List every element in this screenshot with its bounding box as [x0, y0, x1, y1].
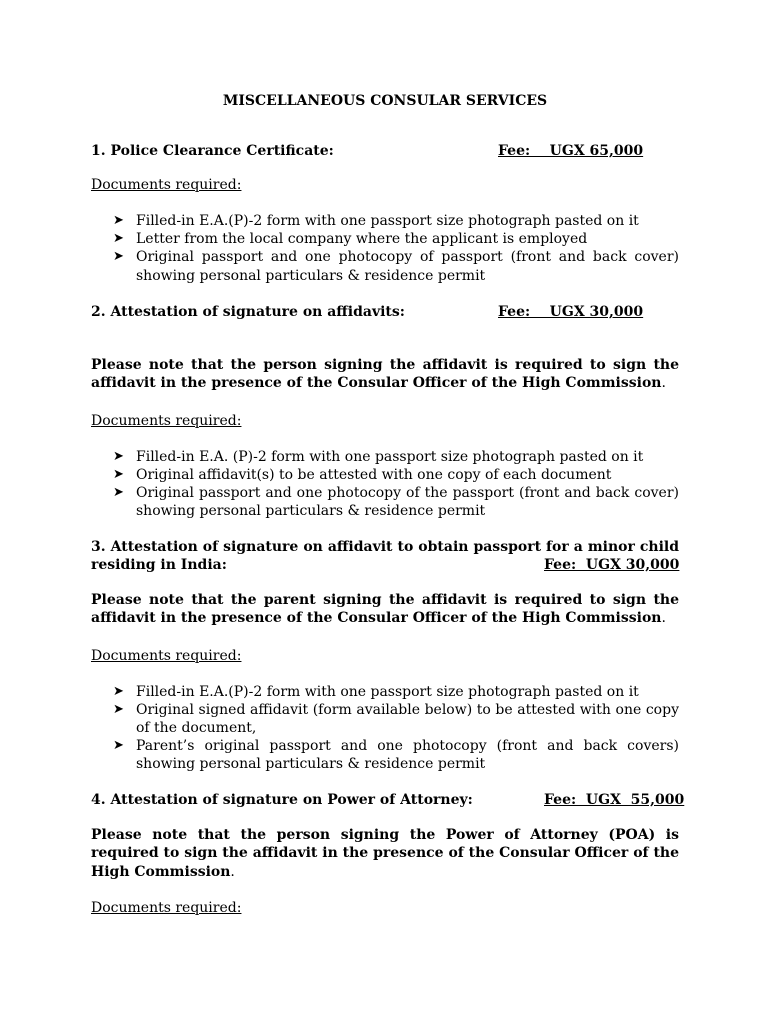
list-item: ➤ Original passport and one photocopy of passport (front and back cover) showing personal particulars & residence permit [113, 249, 679, 284]
list-item: ➤ Filled-in E.A.(P)-2 form with one passport size photograph pasted on it [113, 213, 639, 229]
documents-list [91, 212, 679, 285]
documents-required-label: Documents required: [91, 900, 242, 917]
section-heading [91, 142, 679, 160]
arrow-bullet-icon: ➤ [113, 213, 124, 228]
list-item: ➤ Original affidavit(s) to be attested with one copy of each document [113, 467, 612, 484]
list-item: ➤ Filled-in E.A. (P)-2 form with one passport size photograph pasted on it [113, 448, 644, 465]
section-affidavit-attestation [91, 303, 679, 521]
section-power-of-attorney [91, 791, 685, 918]
documents-list [91, 448, 679, 521]
page-title: MISCELLANEOUS CONSULAR SERVICES [222, 93, 548, 109]
arrow-bullet-icon: ➤ [113, 231, 124, 247]
list-item: ➤ Parent’s original passport and one photocopy (front and back covers) showing personal particulars & residence permit [113, 738, 679, 773]
list-item: ➤ Letter from the local company where the applicant is employed [113, 231, 588, 248]
section-minor-passport-affidavit [91, 538, 679, 774]
section-heading [91, 791, 685, 809]
documents-list [91, 683, 679, 774]
arrow-bullet-icon: ➤ [113, 448, 124, 464]
section-note: Please note that the person signing the Power of Attorney (POA) is required to sign the affidavit in the presence of the Consular Officer of the High Commission. [91, 826, 679, 880]
arrow-bullet-icon: ➤ [113, 485, 124, 501]
section-note: Please note that the parent signing the affidavit is required to sign the affidavit in the presence of the Consular Officer of the High Commission. [91, 591, 679, 627]
document-page [91, 92, 685, 917]
documents-required-label: Documents required: [91, 647, 242, 664]
documents-required-label: Documents required: [91, 412, 242, 429]
section-heading-text: 2. Attestation of signature on affidavits: [91, 303, 405, 320]
arrow-bullet-icon: ➤ [113, 467, 124, 483]
fee-label: Fee: UGX 30,000 [544, 556, 680, 573]
fee-label: Fee: UGX 55,000 [544, 791, 685, 808]
fee-label: Fee: UGX 30,000 [498, 303, 644, 320]
section-note: Please note that the person signing the affidavit is required to sign the affidavit in the presence of the Consular Officer of the High Commission. [91, 356, 679, 392]
arrow-bullet-icon: ➤ [113, 701, 124, 717]
section-heading-text: 4. Attestation of signature on Power of Attorney: [91, 791, 473, 808]
list-item: ➤ Filled-in E.A.(P)-2 form with one passport size photograph pasted on it [113, 683, 639, 700]
arrow-bullet-icon: ➤ [113, 249, 124, 265]
documents-required-label: Documents required: [91, 177, 242, 193]
arrow-bullet-icon: ➤ [113, 683, 124, 699]
section-heading-line1: 3. Attestation of signature on affidavit to obtain passport for a minor child [91, 538, 679, 555]
list-item: ➤ Original passport and one photocopy of the passport (front and back cover) showing personal particulars & residence permit [113, 485, 679, 520]
section-heading [91, 303, 679, 321]
section-police-clearance [91, 142, 679, 285]
section-heading-text: residing in India: [91, 556, 227, 573]
section-heading-line2 [91, 556, 679, 574]
fee-label: Fee: UGX 65,000 [498, 143, 644, 159]
list-item: ➤ Original signed affidavit (form available below) to be attested with one copy of the document, [113, 701, 679, 737]
section-heading-text: 1. Police Clearance Certificate: [91, 143, 334, 159]
arrow-bullet-icon: ➤ [113, 738, 124, 754]
